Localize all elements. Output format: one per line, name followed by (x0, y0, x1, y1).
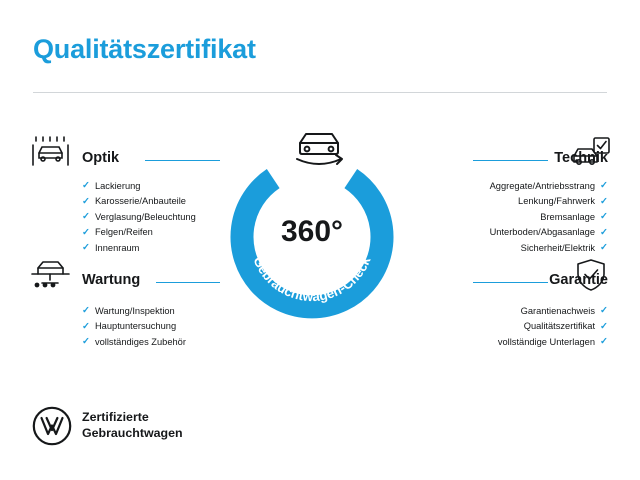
check-icon: ✓ (82, 336, 90, 347)
check-icon: ✓ (82, 211, 90, 222)
list-item (82, 334, 186, 350)
list-item (82, 240, 196, 256)
svg-text:Gebrauchtwagen-Check: Gebrauchtwagen-Check (250, 254, 374, 305)
footer-line-2: Gebrauchtwagen (82, 426, 183, 440)
section-rule-technik (473, 160, 548, 161)
list-item-label: Qualitätszertifikat (523, 321, 596, 332)
check-icon: ✓ (600, 195, 608, 207)
check-icon: ✓ (600, 242, 608, 253)
list-item (498, 319, 608, 335)
list-item-label: Unterboden/Abgasanlage (489, 227, 596, 238)
degrees-label: 360° (280, 215, 344, 248)
check-icon: ✓ (82, 226, 90, 238)
list-item (82, 319, 186, 335)
list-item (82, 194, 196, 210)
section-heading-wartung: Wartung (82, 272, 141, 288)
check-icon: ✓ (82, 305, 90, 316)
section-heading-technik: Technik (554, 150, 608, 166)
gebrauchtwagen-check-badge (228, 155, 396, 323)
list-item (498, 303, 608, 319)
check-icon: ✓ (600, 226, 608, 238)
list-item (490, 209, 608, 225)
list-wartung (82, 303, 186, 350)
list-item-label: Lenkung/Fahrwerk (518, 196, 596, 207)
vw-logo (32, 406, 72, 451)
page-title: Qualitätszertifikat (33, 34, 256, 64)
section-rule-wartung (156, 282, 220, 283)
list-item-label: Verglasung/Beleuchtung (94, 211, 196, 222)
list-item-label: Hauptuntersuchung (94, 321, 177, 332)
check-icon: ✓ (600, 211, 608, 222)
list-item-label: Garantienachweis (520, 305, 596, 316)
list-item (82, 303, 186, 319)
list-item-label: Karosserie/Anbauteile (94, 196, 186, 207)
check-icon: ✓ (82, 195, 90, 207)
section-rule-optik (145, 160, 220, 161)
list-item (82, 209, 196, 225)
list-item-label: Lackierung (94, 180, 141, 191)
list-item-label: vollständiges Zubehör (94, 336, 186, 347)
car-lift-icon (30, 258, 72, 293)
list-item (490, 225, 608, 241)
section-rule-garantie (473, 282, 548, 283)
check-icon: ✓ (82, 180, 90, 191)
list-technik (490, 178, 608, 256)
list-item-label: Aggregate/Antriebsstrang (489, 180, 596, 191)
list-garantie (498, 303, 608, 350)
list-item-label: Wartung/Inspektion (94, 305, 175, 316)
car-wash-icon (30, 136, 72, 173)
list-item-label: Bremsanlage (540, 211, 596, 222)
list-item (498, 334, 608, 350)
list-item-label: Felgen/Reifen (94, 227, 153, 238)
section-heading-optik: Optik (82, 150, 120, 166)
check-icon: ✓ (600, 336, 608, 347)
list-optik (82, 178, 196, 256)
check-icon: ✓ (82, 242, 90, 253)
list-item (490, 178, 608, 194)
check-icon: ✓ (600, 180, 608, 191)
footer-brand-text (82, 409, 183, 441)
list-item (82, 225, 196, 241)
list-item (490, 240, 608, 256)
title-divider (33, 92, 607, 93)
check-icon: ✓ (600, 305, 608, 316)
list-item-label: Innenraum (94, 242, 140, 253)
list-item-label: Sicherheit/Elektrik (520, 242, 596, 253)
check-icon: ✓ (82, 320, 90, 332)
list-item (490, 194, 608, 210)
list-item-label: vollständige Unterlagen (497, 336, 596, 347)
section-heading-garantie: Garantie (549, 272, 608, 288)
footer-line-1: Zertifizierte (82, 410, 149, 424)
list-item (82, 178, 196, 194)
check-icon: ✓ (600, 320, 608, 332)
